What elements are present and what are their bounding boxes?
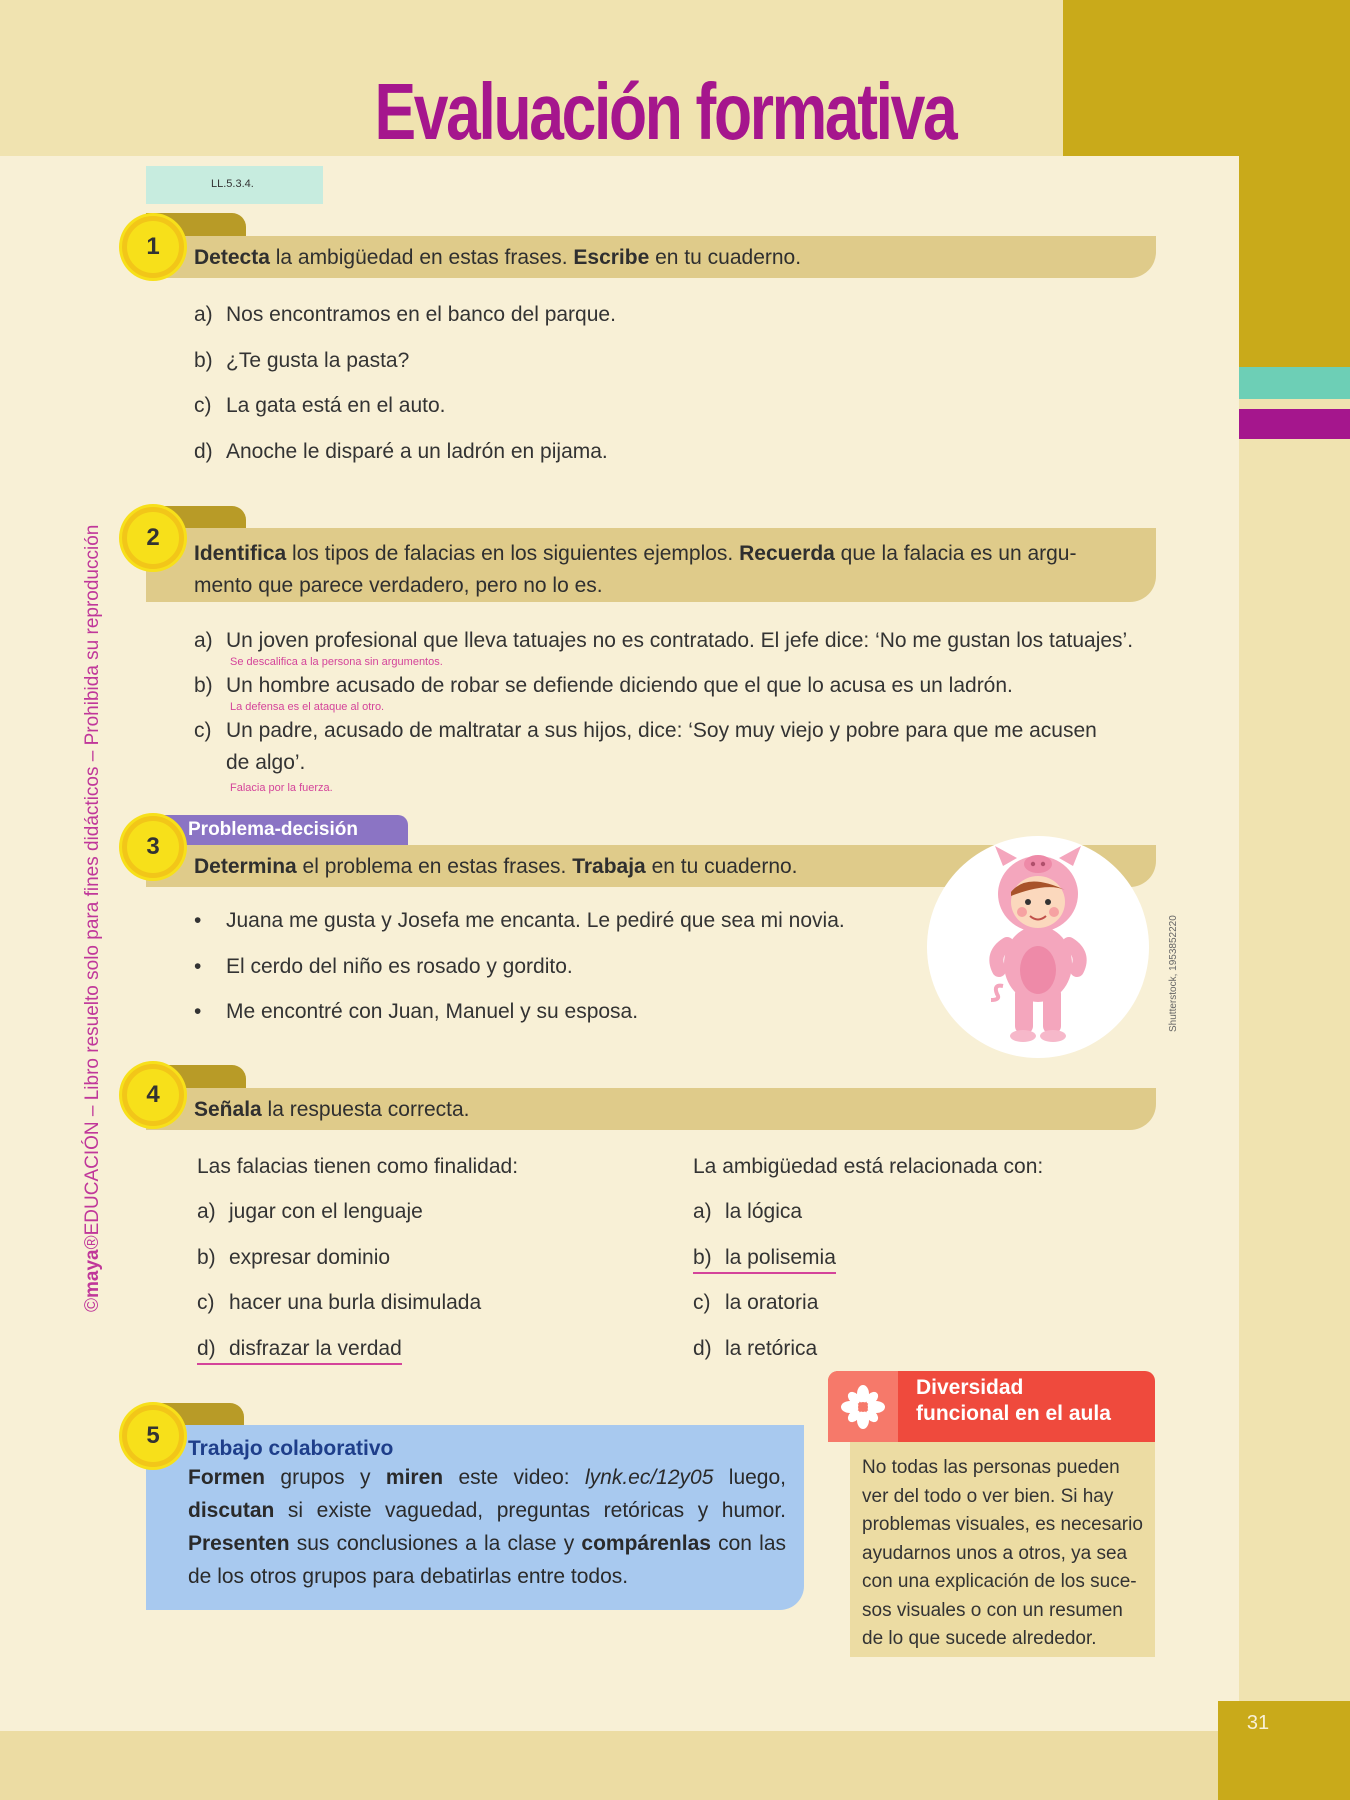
ex5-span: grupos y bbox=[265, 1466, 386, 1489]
ex1-instr-text1: la ambigüedad en estas frases. bbox=[269, 246, 574, 269]
bullet-text: El cerdo del niño es rosado y gordito. bbox=[226, 955, 573, 978]
copyright-text: ®EDUCACIÓN – Libro resuelto solo para fines didácticos – Prohibida su reproducción bbox=[82, 524, 103, 1250]
item-label: b) bbox=[194, 349, 213, 372]
ex1-instruction bbox=[194, 246, 801, 270]
diversidad-title-line1: Diversidad bbox=[916, 1376, 1024, 1399]
ex2-instr-verb2: Recuerda bbox=[739, 542, 835, 565]
ex1-item-d bbox=[194, 440, 608, 464]
ex5-verb: miren bbox=[385, 1466, 444, 1489]
ex1-item-b bbox=[194, 349, 409, 373]
diversidad-title-line2: funcional en el aula bbox=[916, 1402, 1111, 1425]
option-text: la oratoria bbox=[725, 1291, 819, 1314]
ex2-item-c bbox=[194, 719, 1097, 743]
ex2-answer-a: Se descalifica a la persona sin argumentos. bbox=[230, 656, 443, 668]
bullet-text: Juana me gusta y Josefa me encanta. Le pediré que sea mi novia. bbox=[226, 909, 845, 932]
ex5-number-badge: 5 bbox=[122, 1405, 184, 1467]
ex4-right-question: La ambigüedad está relacionada con: bbox=[693, 1155, 1044, 1178]
image-credit: Shutterstock, 1953852220 bbox=[1168, 915, 1179, 1032]
item-label: b) bbox=[194, 674, 213, 697]
ex4-instr-text1: la respuesta correcta. bbox=[261, 1098, 470, 1121]
item-label: c) bbox=[194, 719, 212, 742]
item-label: a) bbox=[194, 629, 213, 652]
bullet-dot: • bbox=[194, 909, 202, 932]
ex5-span: con las de los otros grupos para debatirlas entre todos. bbox=[188, 1532, 786, 1588]
item-label: c) bbox=[194, 394, 212, 417]
option-label: d) bbox=[693, 1337, 712, 1360]
option-text: la retórica bbox=[725, 1337, 818, 1360]
skill-code-tag: LL.5.3.4. bbox=[146, 166, 323, 204]
ex4-left-question: Las falacias tienen como finalidad: bbox=[197, 1155, 519, 1178]
item-label: a) bbox=[194, 303, 213, 326]
bullet-dot: • bbox=[194, 955, 202, 978]
flower-icon bbox=[828, 1371, 898, 1442]
ex4-right-opt-b-selected bbox=[693, 1246, 836, 1274]
ex4-right-opt-c bbox=[693, 1291, 818, 1315]
ex3-instr-verb2: Trabaja bbox=[572, 855, 646, 878]
brand-logo: maya bbox=[82, 1249, 103, 1298]
ex2-instr-text2: que la falacia es un argu- bbox=[834, 542, 1077, 565]
decor-teal-bar bbox=[1239, 367, 1350, 399]
option-label: a) bbox=[197, 1200, 216, 1223]
diversidad-icon-box bbox=[828, 1371, 898, 1442]
ex4-left-opt-d-selected bbox=[197, 1337, 402, 1365]
ex4-number-badge: 4 bbox=[122, 1064, 184, 1126]
ex5-verb: Presenten bbox=[188, 1532, 290, 1555]
decor-bottom-band bbox=[0, 1731, 1350, 1800]
ex4-left-opt-c bbox=[197, 1291, 481, 1315]
pig-child-icon bbox=[927, 836, 1149, 1058]
ex5-span: luego, bbox=[713, 1466, 786, 1489]
option-text: disfrazar la verdad bbox=[229, 1337, 402, 1360]
ex1-instr-verb1: Detecta bbox=[194, 246, 270, 269]
option-label: c) bbox=[693, 1291, 711, 1314]
ex4-left-opt-a bbox=[197, 1200, 423, 1224]
option-text: la lógica bbox=[725, 1200, 803, 1223]
ex5-collaborative-box bbox=[146, 1425, 804, 1610]
option-label: b) bbox=[693, 1246, 712, 1269]
ex4-right-opt-d bbox=[693, 1337, 817, 1361]
ex3-number-badge: 3 bbox=[122, 816, 184, 878]
ex4-left-opt-b bbox=[197, 1246, 390, 1270]
item-text: Un padre, acusado de maltratar a sus hijos, dice: ‘Soy muy viejo y pobre para que me acusen bbox=[226, 719, 1097, 742]
option-label: b) bbox=[197, 1246, 216, 1269]
ex4-right-opt-a bbox=[693, 1200, 802, 1224]
ex5-verb: discutan bbox=[188, 1499, 275, 1522]
item-text: Un joven profesional que lleva tatuajes no es contratado. El jefe dice: ‘No me gustan los tatuajes’. bbox=[226, 629, 1134, 652]
item-label: d) bbox=[194, 440, 213, 463]
ex1-number-badge: 1 bbox=[122, 216, 184, 278]
page-title: Evaluación formativa bbox=[374, 67, 956, 156]
diversidad-text: No todas las personas pueden ver del todo o ver bien. Si hay problemas visuales, es necesario ayudarnos unos a otros, ya sea con una explicación de los suce-sos visuales o con un resumen de lo que sucede alrededor. bbox=[850, 1442, 1155, 1657]
vertical-copyright bbox=[82, 472, 104, 1312]
item-text: Anoche le disparé a un ladrón en pijama. bbox=[226, 440, 608, 463]
pig-costume-child-illustration bbox=[927, 836, 1149, 1058]
ex3-instr-verb1: Determina bbox=[194, 855, 297, 878]
ex5-span: si existe vaguedad, preguntas retóricas y humor. bbox=[274, 1499, 786, 1522]
option-label: d) bbox=[197, 1337, 216, 1360]
ex3-instr-text1: el problema en estas frases. bbox=[296, 855, 573, 878]
option-text: jugar con el lenguaje bbox=[229, 1200, 423, 1223]
ex2-item-a bbox=[194, 629, 1133, 653]
copyright-symbol: © bbox=[82, 1298, 103, 1312]
item-text: Un hombre acusado de robar se defiende diciendo que el que lo acusa es un ladrón. bbox=[226, 674, 1013, 697]
item-text: Nos encontramos en el banco del parque. bbox=[226, 303, 616, 326]
ex2-instruction bbox=[194, 538, 1144, 602]
video-link[interactable]: lynk.ec/12y05 bbox=[584, 1466, 714, 1489]
ex2-item-c-line2: de algo’. bbox=[226, 751, 306, 774]
ex3-bullet-1 bbox=[194, 909, 845, 933]
option-text: expresar dominio bbox=[229, 1246, 391, 1269]
option-label: a) bbox=[693, 1200, 712, 1223]
ex3-bullet-2 bbox=[194, 955, 573, 979]
ex4-instruction bbox=[194, 1098, 469, 1122]
ex3-bullet-3 bbox=[194, 1000, 638, 1024]
ex2-answer-c: Falacia por la fuerza. bbox=[230, 782, 333, 794]
ex1-instr-verb2: Escribe bbox=[573, 246, 650, 269]
ex1-instr-text2: en tu cuaderno. bbox=[649, 246, 802, 269]
ex2-number-badge: 2 bbox=[122, 507, 184, 569]
item-text: La gata está en el auto. bbox=[226, 394, 446, 417]
diversidad-title bbox=[916, 1375, 1111, 1427]
bullet-dot: • bbox=[194, 1000, 202, 1023]
ex2-instr-verb1: Identifica bbox=[194, 542, 287, 565]
ex3-instr-text2: en tu cuaderno. bbox=[645, 855, 798, 878]
bullet-text: Me encontré con Juan, Manuel y su esposa. bbox=[226, 1000, 639, 1023]
option-label: c) bbox=[197, 1291, 215, 1314]
ex5-span: este video: bbox=[443, 1466, 585, 1489]
ex4-instr-verb1: Señala bbox=[194, 1098, 262, 1121]
page-number: 31 bbox=[1246, 1712, 1270, 1734]
ex3-instruction bbox=[194, 855, 798, 879]
problema-decision-tab: Problema-decisión bbox=[146, 815, 408, 845]
ex5-title: Trabajo colaborativo bbox=[188, 1437, 394, 1460]
option-text: hacer una burla disimulada bbox=[229, 1291, 482, 1314]
option-text: la polisemia bbox=[725, 1246, 836, 1269]
ex1-item-c bbox=[194, 394, 446, 418]
item-text: ¿Te gusta la pasta? bbox=[226, 349, 410, 372]
ex1-item-a bbox=[194, 303, 616, 327]
decor-magenta-bar bbox=[1239, 409, 1350, 439]
ex2-item-b bbox=[194, 674, 1013, 698]
ex2-answer-b: La defensa es el ataque al otro. bbox=[230, 701, 385, 713]
ex5-verb: compárenlas bbox=[581, 1532, 711, 1555]
ex5-span: sus conclusiones a la clase y bbox=[289, 1532, 582, 1555]
ex2-instr-text1: los tipos de falacias en los siguientes ejemplos. bbox=[286, 542, 740, 565]
ex2-instr-line2: mento que parece verdadero, pero no lo es. bbox=[194, 574, 603, 597]
ex5-verb: Formen bbox=[188, 1466, 266, 1489]
ex5-text bbox=[188, 1461, 786, 1593]
